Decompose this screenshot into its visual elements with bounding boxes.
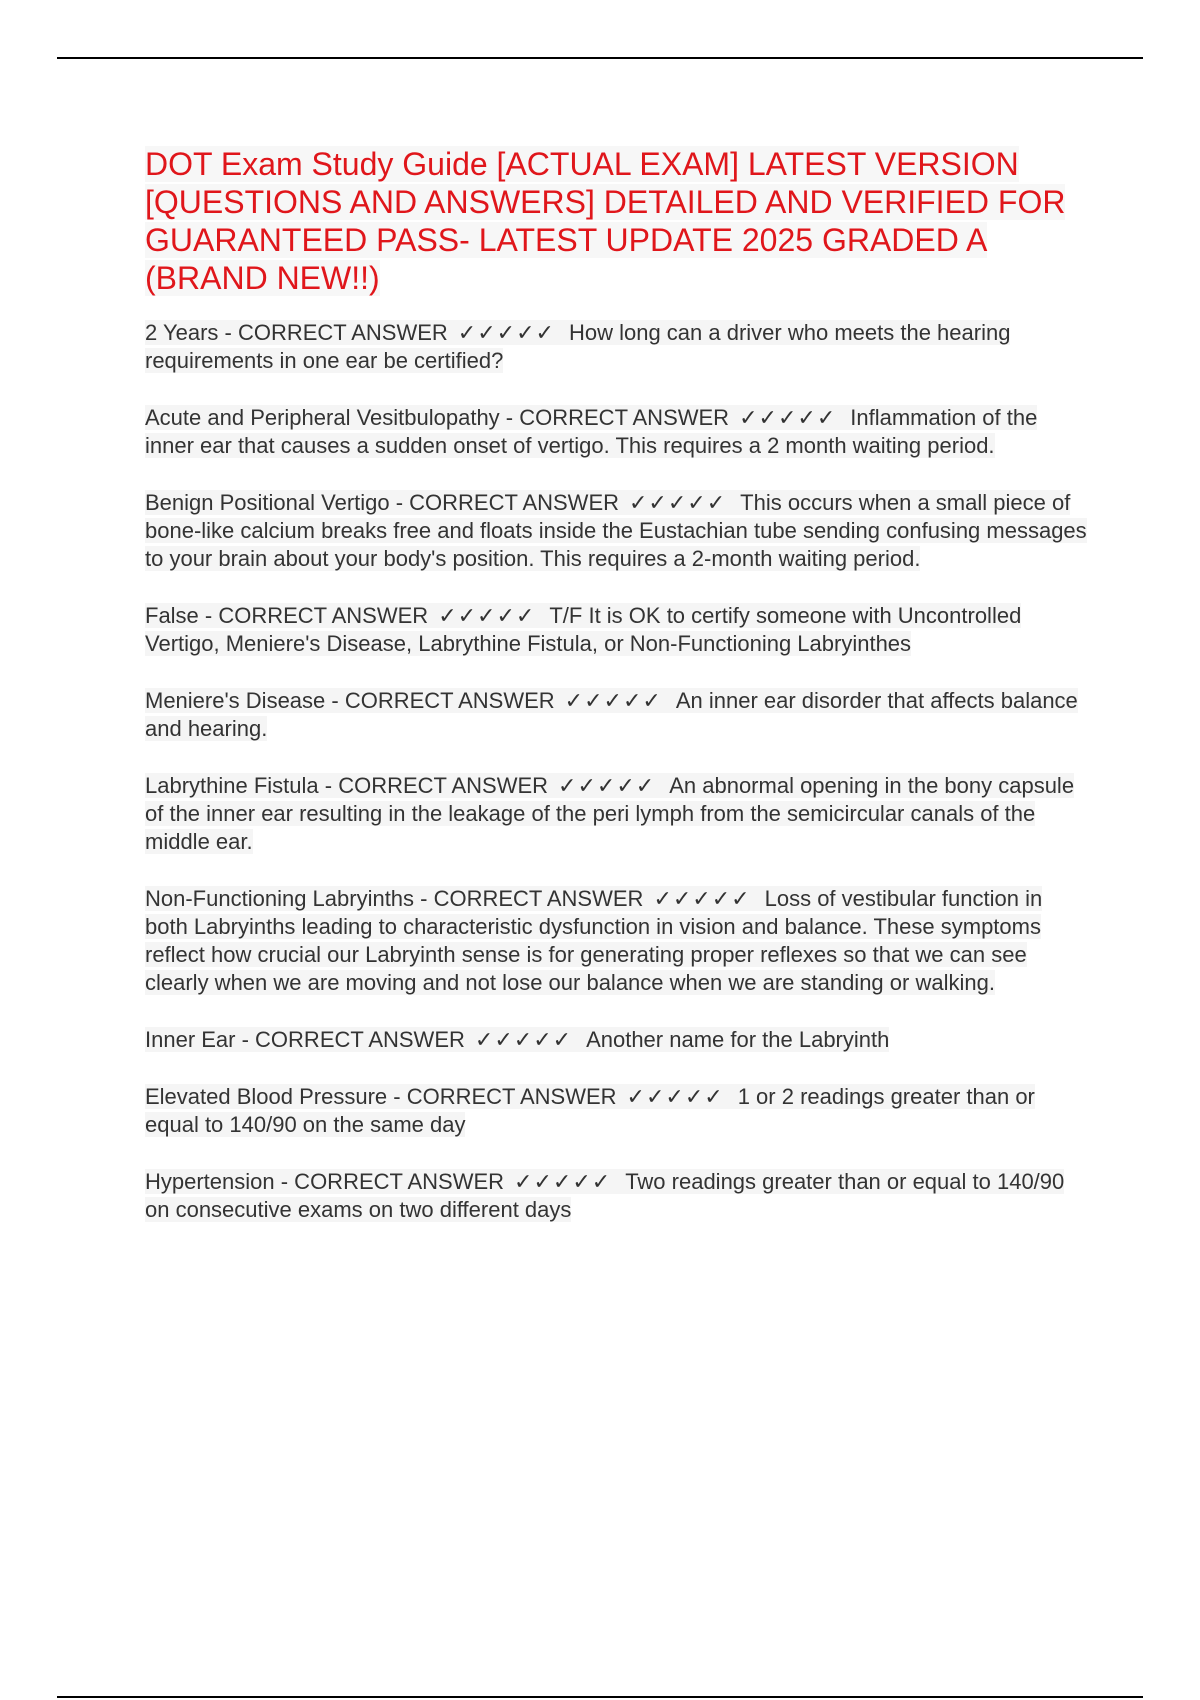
entry-item: [145, 489, 1090, 573]
entry-list: [145, 319, 1090, 1224]
checkmark-icon: ✓✓✓✓✓: [626, 1084, 724, 1109]
entry-definition: This occurs when a small piece of bone-like calcium breaks free and floats inside the Eustachian tube sending confusing messages to your brain about your body's position. This requires a 2-month waiting period.: [145, 490, 1087, 571]
entry-item: [145, 687, 1090, 743]
entry-item: [145, 885, 1090, 997]
entry-definition: 1 or 2 readings greater than or equal to 140/90 on the same day: [145, 1084, 1035, 1137]
entry-term: False - CORRECT ANSWER: [145, 603, 429, 628]
entry-term: Inner Ear - CORRECT ANSWER: [145, 1027, 465, 1052]
checkmark-icon: ✓✓✓✓✓: [457, 320, 555, 345]
entry-term: Acute and Peripheral Vesitbulopathy - CORRECT ANSWER: [145, 405, 730, 430]
checkmark-icon: ✓✓✓✓✓: [558, 773, 656, 798]
entry-definition: An inner ear disorder that affects balance and hearing.: [145, 688, 1078, 741]
entry-term: Labrythine Fistula - CORRECT ANSWER: [145, 773, 549, 798]
checkmark-icon: ✓✓✓✓✓: [739, 405, 837, 430]
entry-item: [145, 1168, 1090, 1224]
title-block: [145, 145, 1090, 297]
entry-item: [145, 1083, 1090, 1139]
checkmark-icon: ✓✓✓✓✓: [474, 1027, 573, 1052]
bottom-rule: [57, 1696, 1143, 1698]
entry-item: [145, 404, 1090, 460]
entry-definition: Inflammation of the inner ear that causes a sudden onset of vertigo. This requires a 2 month waiting period.: [145, 405, 1038, 458]
entry-definition: Loss of vestibular function in both Labryinths leading to characteristic dysfunction in vision and balance. These symptoms reflect how crucial our Labryinth sense is for generating proper reflexes so that we can see clearly when we are moving and not lose our balance when we are standing or walking.: [145, 886, 1043, 995]
document-body: [145, 145, 1090, 1253]
entry-item: [145, 319, 1090, 375]
checkmark-icon: ✓✓✓✓✓: [438, 603, 536, 628]
entry-item: [145, 772, 1090, 856]
checkmark-icon: ✓✓✓✓✓: [564, 688, 662, 713]
top-rule: [57, 57, 1143, 59]
entry-term: Elevated Blood Pressure - CORRECT ANSWER: [145, 1084, 617, 1109]
checkmark-icon: ✓✓✓✓✓: [514, 1169, 612, 1194]
entry-definition: T/F It is OK to certify someone with Uncontrolled Vertigo, Meniere's Disease, Labrythine Fistula, or Non-Functioning Labryinthes: [145, 603, 1022, 656]
entry-term: Hypertension - CORRECT ANSWER: [145, 1169, 505, 1194]
entry-definition: How long can a driver who meets the hearing requirements in one ear be certified?: [145, 320, 1011, 373]
entry-term: Meniere's Disease - CORRECT ANSWER: [145, 688, 555, 713]
entry-term: Non-Functioning Labryinths - CORRECT ANSWER: [145, 886, 644, 911]
checkmark-icon: ✓✓✓✓✓: [629, 490, 727, 515]
entry-term: 2 Years - CORRECT ANSWER: [145, 320, 448, 345]
checkmark-icon: ✓✓✓✓✓: [653, 886, 751, 911]
entry-term: Benign Positional Vertigo - CORRECT ANSWER: [145, 490, 619, 515]
entry-definition: Two readings greater than or equal to 140/90 on consecutive exams on two different days: [145, 1169, 1065, 1222]
entry-definition: Another name for the Labryinth: [586, 1027, 890, 1052]
entry-item: [145, 602, 1090, 658]
entry-definition: An abnormal opening in the bony capsule of the inner ear resulting in the leakage of the peri lymph from the semicircular canals of the middle ear.: [145, 773, 1075, 854]
entry-item: [145, 1026, 1090, 1054]
document-title: DOT Exam Study Guide [ACTUAL EXAM] LATEST VERSION [QUESTIONS AND ANSWERS] DETAILED AND VERIFIED FOR GUARANTEED PASS- LATEST UPDATE 2025 GRADED A (BRAND NEW!!): [145, 146, 1066, 296]
